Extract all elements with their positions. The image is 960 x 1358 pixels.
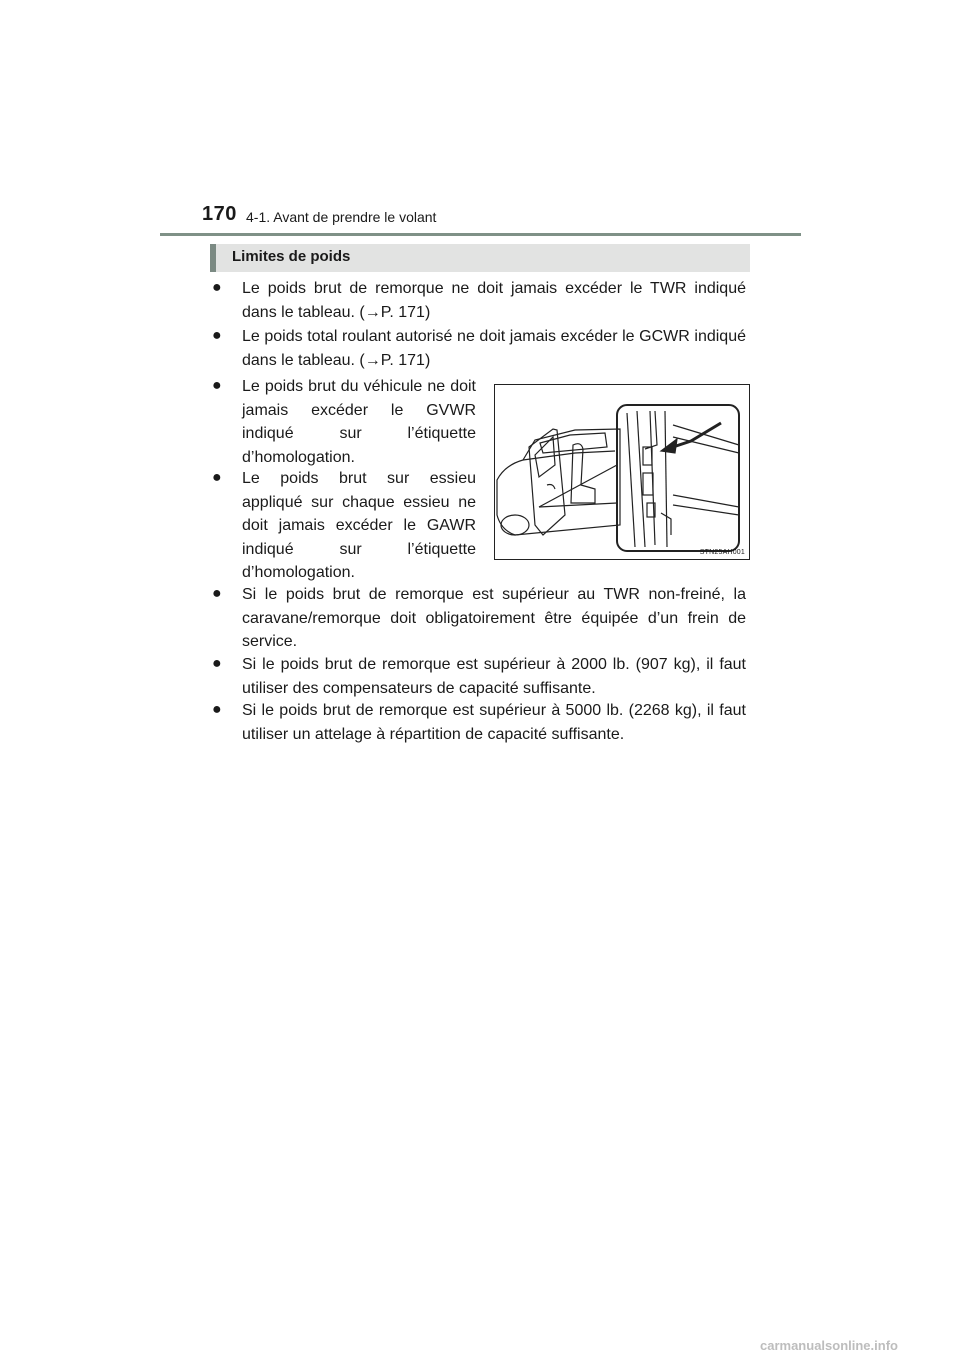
bullet-icon: ● bbox=[212, 701, 222, 718]
site-watermark: carmanualsonline.info bbox=[760, 1338, 898, 1353]
bullet-icon: ● bbox=[212, 655, 222, 672]
bullet-icon: ● bbox=[212, 469, 222, 486]
page-number: 170 bbox=[202, 203, 237, 225]
bullet-text: Le poids brut de remorque ne doit jamais excéder le TWR indiqué dans le tableau. (→P. 171) bbox=[242, 280, 746, 321]
door-label-illustration bbox=[494, 384, 750, 560]
bullet-text: Si le poids brut de remorque est supérieur à 5000 lb. (2268 kg), il faut utiliser un attelage à répartition de capacité suffisante. bbox=[242, 702, 746, 743]
header-divider bbox=[160, 233, 801, 236]
bullet-icon: ● bbox=[212, 327, 222, 344]
bullet-text: Si le poids brut de remorque est supérieur à 2000 lb. (907 kg), il faut utiliser des compensateurs de capacité suffisante. bbox=[242, 656, 746, 697]
section-heading: Limites de poids bbox=[232, 248, 351, 265]
bullet-text: Le poids total roulant autorisé ne doit jamais excéder le GCWR indiqué dans le tableau. (→P. 171) bbox=[242, 328, 746, 369]
section-heading-box bbox=[210, 244, 750, 272]
bullet-text: Le poids brut sur essieu appliqué sur chaque essieu ne doit jamais excéder le GAWR indiqué sur l’étiquette d’homologation. bbox=[242, 470, 476, 581]
figure-code: STN25AH001 bbox=[699, 549, 745, 556]
bullet-icon: ● bbox=[212, 377, 222, 394]
bullet-icon: ● bbox=[212, 585, 222, 602]
section-title: 4-1. Avant de prendre le volant bbox=[246, 209, 437, 225]
bullet-text: Le poids brut du véhicule ne doit jamais excéder le GVWR indiqué sur l’étiquette d’homologation. bbox=[242, 378, 476, 466]
vehicle-door-drawing bbox=[495, 385, 749, 559]
bullet-icon: ● bbox=[212, 279, 222, 296]
bullet-text: Si le poids brut de remorque est supérieur au TWR non-freiné, la caravane/remorque doit obligatoirement être équipée d’un frein de service. bbox=[242, 586, 746, 650]
